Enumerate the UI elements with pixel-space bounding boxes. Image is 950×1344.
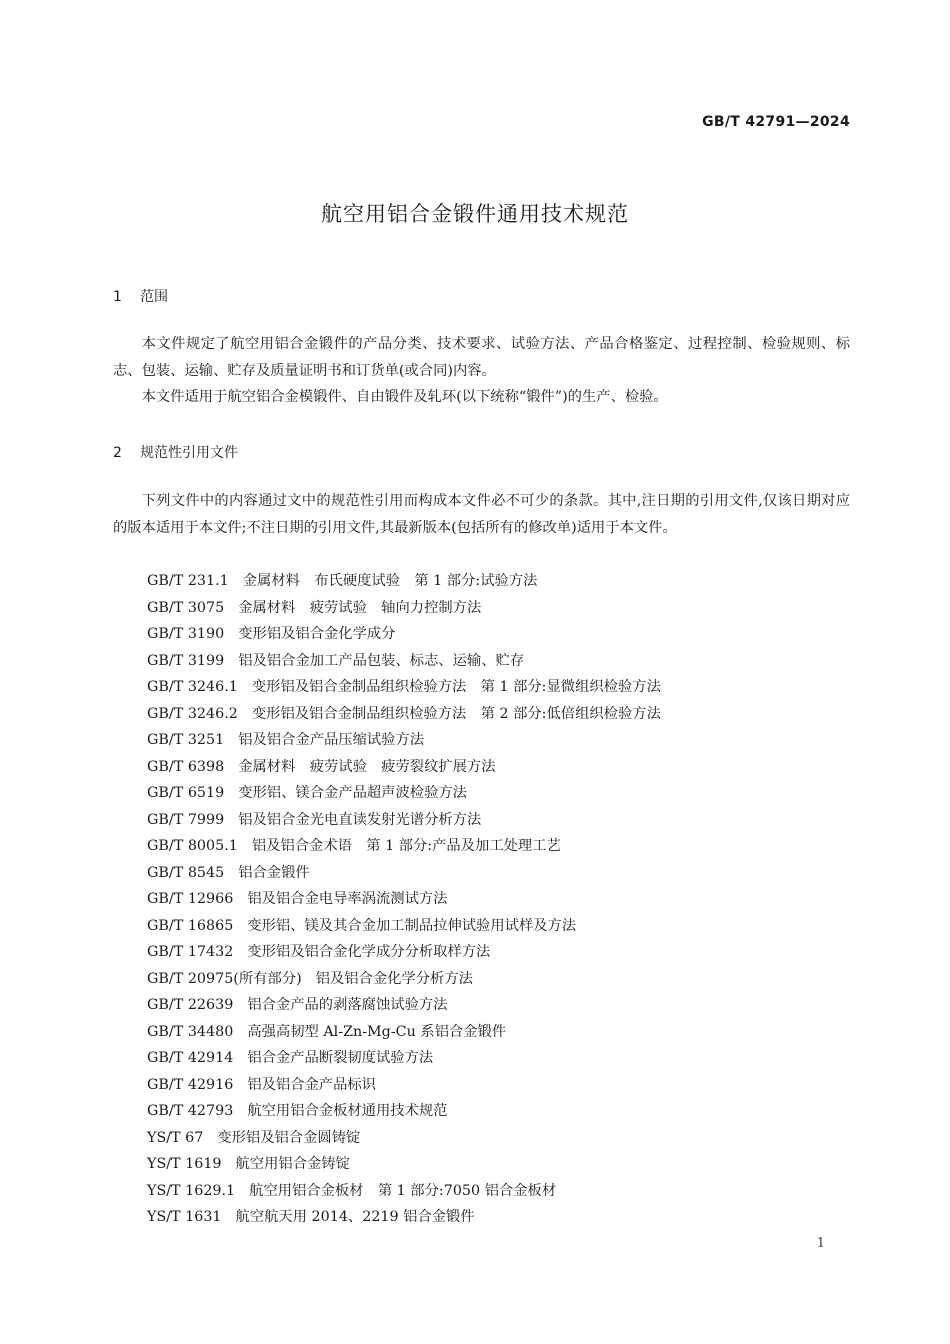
reference-code: GB/T 8005.1 [147, 838, 238, 854]
reference-item [147, 1045, 661, 1072]
reference-item [147, 1178, 661, 1205]
reference-title: 变形铝及铝合金制品组织检验方法 第 2 部分:低倍组织检验方法 [251, 705, 661, 722]
reference-code: GB/T 20975(所有部分) [147, 970, 302, 987]
reference-code: GB/T 42916 [147, 1076, 234, 1093]
reference-title: 高强高韧型 Al-Zn-Mg-Cu 系铝合金锻件 [247, 1023, 507, 1040]
reference-title: 航空用铝合金铸锭 [235, 1156, 350, 1172]
reference-code: GB/T 34480 [147, 1023, 234, 1040]
reference-item [147, 727, 661, 754]
references-intro: 下列文件中的内容通过文中的规范性引用而构成本文件必不可少的条款。其中,注日期的引用文件,仅该日期对应的版本适用于本文件;不注日期的引用文件,其最新版本(包括所有的修改单)适用于本文件。 [113, 493, 850, 536]
reference-title: 变形铝及铝合金圆铸锭 [217, 1129, 361, 1146]
reference-code: YS/T 67 [147, 1129, 204, 1146]
reference-item [147, 568, 661, 595]
reference-title: 铝合金锻件 [238, 864, 310, 881]
section-2-heading [113, 442, 238, 462]
reference-code: GB/T 12966 [147, 891, 234, 907]
reference-item [147, 674, 661, 701]
section-2-number: 2 [113, 445, 122, 461]
reference-code: GB/T 3246.1 [147, 679, 238, 695]
reference-title: 金属材料 疲劳试验 疲劳裂纹扩展方法 [238, 758, 496, 775]
reference-title: 铝合金产品的剥落腐蚀试验方法 [247, 997, 448, 1013]
reference-title: 金属材料 疲劳试验 轴向力控制方法 [238, 599, 482, 616]
reference-item [147, 807, 661, 834]
reference-item [147, 621, 661, 648]
reference-item [147, 1019, 661, 1046]
reference-code: GB/T 3199 [147, 652, 225, 669]
scope-paragraph-1: 本文件规定了航空用铝合金锻件的产品分类、技术要求、试验方法、产品合格鉴定、过程控制、检验规则、标志、包装、运输、贮存及质量证明书和订货单(或合同)内容。 [113, 336, 850, 379]
page-number: 1 [816, 1236, 825, 1251]
reference-item [147, 833, 661, 860]
reference-title: 铝及铝合金产品压缩试验方法 [238, 732, 425, 748]
reference-item [147, 595, 661, 622]
reference-title: 航空航天用 2014、2219 铝合金锻件 [235, 1209, 475, 1225]
reference-title: 航空用铝合金板材通用技术规范 [247, 1103, 448, 1119]
reference-item [147, 992, 661, 1019]
reference-code: GB/T 3251 [147, 732, 225, 748]
reference-title: 铝及铝合金光电直读发射光谱分析方法 [238, 811, 482, 828]
reference-code: YS/T 1631 [147, 1209, 222, 1225]
reference-title: 变形铝及铝合金化学成分 [238, 626, 396, 642]
reference-item [147, 1125, 661, 1152]
reference-code: YS/T 1619 [147, 1156, 222, 1172]
section-1-number: 1 [113, 289, 122, 305]
document-title: 航空用铝合金锻件通用技术规范 [321, 202, 629, 226]
reference-title: 铝及铝合金产品标识 [247, 1076, 376, 1093]
reference-code: GB/T 42914 [147, 1050, 234, 1066]
reference-item [147, 780, 661, 807]
reference-title: 变形铝及铝合金化学成分分析取样方法 [247, 944, 491, 960]
reference-code: GB/T 16865 [147, 917, 234, 934]
reference-title: 航空用铝合金板材 第 1 部分:7050 铝合金板材 [249, 1182, 557, 1199]
reference-code: GB/T 8545 [147, 864, 225, 881]
reference-item [147, 1098, 661, 1125]
reference-item [147, 939, 661, 966]
reference-item [147, 1072, 661, 1099]
reference-code: GB/T 231.1 [147, 573, 229, 589]
reference-item [147, 648, 661, 675]
reference-item [147, 1151, 661, 1178]
reference-code: GB/T 3246.2 [147, 705, 238, 722]
reference-item [147, 913, 661, 940]
reference-code: GB/T 7999 [147, 811, 225, 828]
reference-title: 铝及铝合金电导率涡流测试方法 [247, 891, 448, 907]
reference-code: YS/T 1629.1 [147, 1182, 236, 1199]
reference-code: GB/T 42793 [147, 1103, 234, 1119]
section-1-heading [113, 286, 168, 306]
reference-code: GB/T 3075 [147, 599, 225, 616]
reference-item [147, 966, 661, 993]
reference-code: GB/T 6398 [147, 758, 225, 775]
reference-title: 金属材料 布氏硬度试验 第 1 部分:试验方法 [242, 573, 538, 589]
standard-code: GB/T 42791—2024 [702, 114, 850, 130]
section-2-title: 规范性引用文件 [140, 445, 238, 461]
reference-item [147, 754, 661, 781]
reference-title: 铝及铝合金加工产品包装、标志、运输、贮存 [238, 652, 525, 669]
scope-paragraph-2: 本文件适用于航空铝合金模锻件、自由锻件及轧环(以下统称“锻件”)的生产、检验。 [141, 389, 668, 405]
reference-title: 铝及铝合金化学分析方法 [315, 970, 473, 987]
reference-title: 变形铝及铝合金制品组织检验方法 第 1 部分:显微组织检验方法 [251, 679, 661, 695]
reference-item [147, 1204, 661, 1231]
reference-title: 变形铝、镁及其合金加工制品拉伸试验用试样及方法 [247, 917, 577, 934]
reference-code: GB/T 3190 [147, 626, 225, 642]
reference-item [147, 860, 661, 887]
reference-list [147, 568, 661, 1231]
reference-title: 铝及铝合金术语 第 1 部分:产品及加工处理工艺 [251, 838, 561, 854]
reference-item [147, 886, 661, 913]
reference-title: 铝合金产品断裂韧度试验方法 [247, 1050, 434, 1066]
reference-code: GB/T 6519 [147, 785, 225, 801]
reference-code: GB/T 17432 [147, 944, 234, 960]
reference-item [147, 701, 661, 728]
section-1-title: 范围 [140, 289, 168, 305]
reference-title: 变形铝、镁合金产品超声波检验方法 [238, 785, 467, 801]
reference-code: GB/T 22639 [147, 997, 234, 1013]
